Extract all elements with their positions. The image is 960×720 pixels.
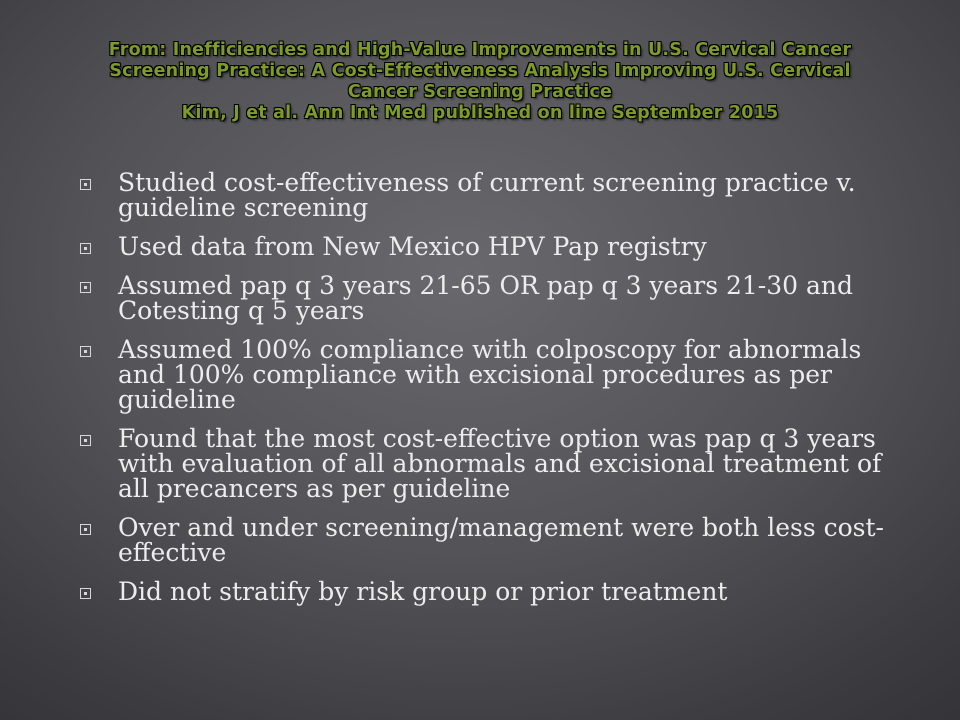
- bullet-item: [78, 426, 908, 501]
- square-bullet-icon: [80, 588, 91, 599]
- bullet-item: [78, 170, 908, 220]
- title-line-3: Cancer Screening Practice: [347, 82, 613, 102]
- square-bullet-icon: [80, 243, 91, 254]
- bullet-item: [78, 515, 908, 565]
- bullet-item: [78, 579, 908, 604]
- square-bullet-icon: [80, 346, 91, 357]
- bullet-text: Over and under screening/management were both less cost-effective: [118, 513, 884, 567]
- bullet-item: [78, 234, 908, 259]
- bullet-text: Studied cost-effectiveness of current screening practice v. guideline screening: [118, 168, 856, 222]
- title-line-1: From: Inefficiencies and High-Value Improvements in U.S. Cervical Cancer: [108, 40, 852, 60]
- title-citation: Kim, J et al. Ann Int Med published on line September 2015: [181, 103, 779, 123]
- bullet-text: Used data from New Mexico HPV Pap registry: [118, 232, 707, 261]
- bullet-item: [78, 273, 908, 323]
- bullet-text: Found that the most cost-effective option was pap q 3 years with evaluation of all abnormals and excisional treatment of all precancers as per guideline: [118, 424, 882, 503]
- square-bullet-icon: [80, 179, 91, 190]
- bullet-list: [78, 170, 908, 618]
- bullet-text: Assumed pap q 3 years 21-65 OR pap q 3 years 21-30 and Cotesting q 5 years: [118, 271, 853, 325]
- bullet-text: Assumed 100% compliance with colposcopy for abnormals and 100% compliance with excisional procedures as per guideline: [118, 335, 862, 414]
- bullet-item: [78, 337, 908, 412]
- bullet-text: Did not stratify by risk group or prior treatment: [118, 577, 728, 606]
- square-bullet-icon: [80, 435, 91, 446]
- square-bullet-icon: [80, 282, 91, 293]
- slide-title: [40, 40, 920, 124]
- square-bullet-icon: [80, 524, 91, 535]
- title-line-2: Screening Practice: A Cost-Effectiveness Analysis Improving U.S. Cervical: [109, 61, 851, 81]
